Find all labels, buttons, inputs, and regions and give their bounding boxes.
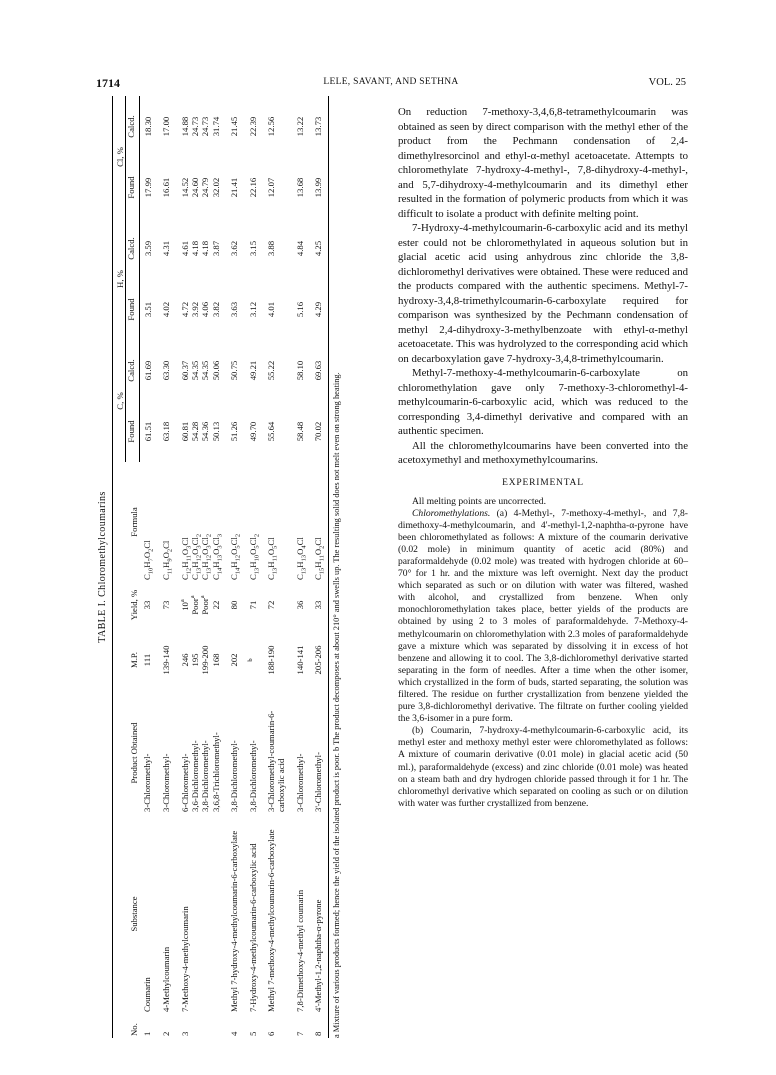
row-mp: 168 bbox=[210, 653, 221, 667]
chloromethylcoumarins-table bbox=[112, 96, 329, 1038]
row-c-found: 54.28 bbox=[190, 421, 201, 442]
row-h-calcd: 4.31 bbox=[161, 240, 172, 257]
row-c-found: 70.02 bbox=[305, 401, 328, 462]
right-column bbox=[398, 105, 688, 810]
row-yield: 33 bbox=[142, 600, 153, 610]
row-c-found: 49.70 bbox=[247, 421, 258, 442]
row-c-found: 60.81 bbox=[179, 421, 190, 442]
header-found: Found bbox=[126, 401, 139, 462]
row-no: 4 bbox=[229, 1031, 240, 1036]
running-title: LELE, SAVANT, AND SETHNA bbox=[323, 77, 459, 87]
table-footnote: a Mixture of various products formed; hence the yield of the isolated product is poor. b The product decomposes at about 210° and swells up. The resulting solid does not melt even on strong heating. bbox=[331, 372, 341, 1038]
row-h-calcd: 3.88 bbox=[266, 240, 277, 257]
row-h-calcd: 3.15 bbox=[247, 240, 258, 257]
row-c-calcd: 61.69 bbox=[142, 360, 153, 381]
header-cl-group: Cl, % bbox=[113, 96, 126, 218]
row-h-found: 5.16 bbox=[294, 301, 305, 318]
row-product: 3'-Chloromethyl- bbox=[305, 692, 328, 814]
row-cl-calcd: 18.30 bbox=[142, 116, 153, 137]
row-cl-calcd: 24.73 bbox=[190, 116, 201, 137]
row-cl-found: 24.60 bbox=[190, 177, 201, 198]
table-caption: TABLE I. Chloromethylcoumarins bbox=[97, 491, 108, 643]
rotated-table-region bbox=[96, 96, 396, 1038]
row-cl-found: 14.52 bbox=[179, 177, 190, 198]
row-yield: 36 bbox=[294, 600, 305, 610]
row-c-calcd: 49.21 bbox=[247, 360, 258, 381]
row-c-calcd: 50.06 bbox=[210, 360, 221, 381]
header-yield: Yield, % bbox=[113, 582, 140, 628]
row-h-found: 3.92 bbox=[190, 301, 201, 318]
row-substance: 7,8-Dimethoxy-4-methyl coumarin bbox=[294, 889, 305, 1012]
row-no: 5 bbox=[247, 1031, 258, 1036]
row-cl-calcd: 24.73 bbox=[200, 116, 211, 137]
table-row bbox=[240, 96, 258, 1038]
row-formula: $C_{11}H_9O_2Cl$ bbox=[161, 540, 174, 580]
row-no: 8 bbox=[305, 1014, 328, 1038]
row-substance bbox=[190, 814, 200, 1014]
row-substance: 7-Hydroxy-4-methylcoumarin-6-carboxylic acid bbox=[247, 843, 258, 1012]
row-cl-calcd: 31.74 bbox=[210, 116, 221, 137]
row-mp: 199-200 bbox=[200, 645, 211, 675]
row-h-found: 4.02 bbox=[161, 301, 172, 318]
row-mp: b bbox=[246, 658, 254, 662]
table-row bbox=[200, 96, 210, 1038]
row-no bbox=[190, 1014, 200, 1038]
row-c-found: 50.13 bbox=[210, 421, 221, 442]
page-number: 1714 bbox=[96, 76, 120, 90]
row-h-found: 4.72 bbox=[179, 301, 190, 318]
row-product: 3-Chloromethyl- bbox=[294, 753, 305, 812]
row-c-found: 63.18 bbox=[161, 421, 172, 442]
row-substance: Methyl 7-methoxy-4-methylcoumarin-6-carboxylate bbox=[266, 829, 277, 1012]
row-formula: $C_{14}H_{12}O_5Cl_2$ bbox=[229, 533, 242, 580]
row-no: 6 bbox=[266, 1031, 277, 1036]
row-yield: 10$^a$ bbox=[178, 599, 190, 611]
table-row bbox=[139, 96, 153, 1038]
melting-point-note: All melting points are uncorrected. bbox=[412, 495, 547, 507]
row-formula: $C_{10}H_7O_2Cl$ bbox=[142, 540, 156, 580]
row-cl-calcd: 13.22 bbox=[294, 116, 305, 137]
header-mp: M.P. bbox=[113, 628, 140, 692]
row-h-found: 3.63 bbox=[229, 301, 240, 318]
row-product: 3,6,8-Trichloromethyl- bbox=[210, 732, 221, 812]
row-mp: 246 bbox=[179, 653, 190, 667]
row-h-found: 3.82 bbox=[210, 301, 221, 318]
row-c-calcd: 54.35 bbox=[200, 360, 211, 381]
row-no: 1 bbox=[142, 1031, 153, 1036]
header-substance: Substance bbox=[113, 814, 140, 1014]
row-yield: 80 bbox=[229, 600, 240, 610]
row-h-calcd: 3.87 bbox=[210, 240, 221, 257]
row-no: 2 bbox=[161, 1031, 172, 1036]
row-cl-calcd: 13.73 bbox=[305, 96, 328, 157]
row-no: 3 bbox=[179, 1031, 190, 1036]
row-product: 3-Chloromethyl-coumarin-6-carboxylic acid bbox=[266, 710, 287, 812]
row-cl-found: 12.07 bbox=[266, 177, 277, 198]
table-rotated bbox=[96, 96, 396, 1038]
row-cl-calcd: 12.56 bbox=[266, 116, 277, 137]
row-cl-calcd: 22.39 bbox=[247, 116, 258, 137]
coumarin-paragraph: (b) Coumarin, 7-hydroxy-4-methylcoumarin-6-carboxylic acid, its methyl ester and methoxy methyl ester were chloromethylated as follows: A mixture of coumarin derivative (0.01 mole) in glacial acetic acid (50 ml.), paraformaldehyde (excess) and zinc chloride (0.01 mole) was heated on a steam bath and dry hydrogen chloride passed through it for 1 hr. The chloromethyl derivative which separated on cooling as such or on dilution with water was further crystallized from benzene. bbox=[398, 725, 688, 809]
row-cl-found: 32.02 bbox=[210, 177, 221, 198]
row-h-calcd: 4.84 bbox=[294, 240, 305, 257]
row-c-calcd: 58.10 bbox=[294, 360, 305, 381]
chloromethylation-lead: Chloromethylations. bbox=[412, 507, 491, 519]
row-product: 3,8-Dichloromethyl- bbox=[247, 740, 258, 812]
table-row bbox=[221, 96, 239, 1038]
volume-label: VOL. 25 bbox=[648, 77, 686, 88]
row-c-calcd: 63.30 bbox=[161, 360, 172, 381]
row-mp: 205-206 bbox=[305, 628, 328, 692]
row-c-found: 61.51 bbox=[142, 421, 153, 442]
table-row bbox=[305, 96, 328, 1038]
row-formula: $C_{13}H_{13}O_4Cl$ bbox=[294, 537, 308, 580]
table-row bbox=[287, 96, 305, 1038]
row-h-calcd: 4.61 bbox=[179, 240, 190, 257]
row-cl-found: 24.79 bbox=[200, 177, 211, 198]
row-product: 3,6-Dichloromethyl- bbox=[190, 740, 201, 812]
table-row bbox=[172, 96, 190, 1038]
header-calcd: Calcd. bbox=[126, 340, 139, 401]
header-product: Product Obtained bbox=[113, 692, 140, 814]
row-yield: 73 bbox=[161, 600, 172, 610]
row-cl-calcd: 14.88 bbox=[179, 116, 190, 137]
row-formula: $C_{13}H_{12}O_3Cl_2$ bbox=[200, 533, 214, 580]
row-cl-found: 22.16 bbox=[247, 177, 258, 198]
row-yield: 71 bbox=[247, 600, 258, 610]
row-no: 7 bbox=[294, 1031, 305, 1036]
row-mp: 202 bbox=[229, 653, 240, 667]
row-c-calcd: 69.63 bbox=[305, 340, 328, 401]
row-cl-found: 13.68 bbox=[294, 177, 305, 198]
paragraph-methyl-ester: Methyl-7-methoxy-4-methylcoumarin-6-carboxylate on chloromethylation gave only 7-methoxy-3-chloromethyl-4-methylcoumarin-6-carboxylic acid, which was reduced to the corresponding 3,4-dimethyl derivative and compared with an authentic specimen. bbox=[398, 367, 688, 437]
row-product: 3-Chloromethyl- bbox=[161, 753, 172, 812]
row-formula: $C_{13}H_{12}O_3Cl_2$ bbox=[190, 533, 203, 580]
row-formula: $C_{13}H_{10}O_5Cl_2$ bbox=[247, 533, 261, 580]
table-row bbox=[258, 96, 287, 1038]
row-product: 6-Chloromethyl- bbox=[179, 753, 190, 812]
table-row bbox=[190, 96, 200, 1038]
row-substance bbox=[211, 814, 221, 1014]
table-body bbox=[139, 96, 328, 1038]
row-mp: 188-190 bbox=[266, 645, 277, 675]
row-substance: Methyl 7-hydroxy-4-methylcoumarin-6-carboxylate bbox=[229, 830, 240, 1012]
paragraph-carboxylic-acid: 7-Hydroxy-4-methylcoumarin-6-carboxylic acid and its methyl ester could not be chloromethylated in aqueous solution but in glacial acetic acid using anhydrous zinc chloride the 3,8-dichloromethyl derivatives were obtained. These were reduced and the products compared with the authentic specimens. Methyl-7-hydroxy-3,4,8-trimethylcoumarin-6-carboxylate required for comparison was synthesized by the Pechmann condensation of methyl 2,4-dihydroxy-3-methylbenzoate with ethyl-α-methyl acetoacetate. This was hydrolyzed to the corresponding acid which on decarboxylation gave 7-hydroxy-3,4,8-trimethylcoumarin. bbox=[398, 222, 688, 365]
row-c-calcd: 60.37 bbox=[179, 360, 190, 381]
page-header bbox=[96, 76, 686, 94]
row-h-calcd: 4.18 bbox=[200, 240, 211, 257]
row-h-calcd: 3.62 bbox=[229, 240, 240, 257]
row-no bbox=[200, 1014, 210, 1038]
header-found: Found bbox=[126, 157, 139, 218]
paragraph-reduction: On reduction 7-methoxy-3,4,6,8-tetramethylcoumarin was obtained as seen by direct comparison with the methyl ether of the product from the Pechmann condensation of 2,4-dimethylresorcinol and ethyl-α-methyl acetoacetate. Attempts to chloromethylate 7-hydroxy-4-methyl-, 7,8-dihydroxy-4-methyl-, and 5,7-dihydroxy-4-methylcoumarin and its dimethyl ether resulted in the formation of polymeric products from which it was difficult to isolate a product with definite melting point. bbox=[398, 106, 688, 220]
row-mp: 139-140 bbox=[161, 645, 172, 675]
header-calcd: Calcd. bbox=[126, 96, 139, 157]
header-no: No. bbox=[113, 1014, 140, 1038]
row-yield: 72 bbox=[266, 600, 277, 610]
row-substance bbox=[200, 814, 210, 1014]
row-h-calcd: 3.59 bbox=[142, 240, 153, 257]
table-row bbox=[211, 96, 221, 1038]
row-yield: 33 bbox=[305, 582, 328, 628]
row-formula: $C_{14}H_{13}O_3Cl_3$ bbox=[210, 533, 224, 580]
row-c-calcd: 54.35 bbox=[190, 360, 201, 381]
row-yield: Poor$^a$ bbox=[199, 595, 211, 615]
row-product: 3,8-Dichloromethyl- bbox=[200, 740, 211, 812]
row-h-found: 4.06 bbox=[200, 301, 211, 318]
row-h-found: 3.51 bbox=[142, 301, 153, 318]
header-h-group: H, % bbox=[113, 218, 126, 340]
paragraph-conversion: All the chloromethylcoumarins have been converted into the acetoxymethyl and methoxymethylcoumarins. bbox=[398, 439, 688, 466]
row-formula: $C_{12}H_{11}O_3Cl$ bbox=[179, 537, 193, 580]
row-c-found: 55.64 bbox=[266, 421, 277, 442]
row-substance: 4'-Methyl-1,2-naphtha-α-pyrone bbox=[305, 814, 328, 1014]
row-h-found: 4.01 bbox=[266, 301, 277, 318]
row-formula: $C_{15}H_{11}O_2Cl$ bbox=[305, 462, 328, 582]
table-row bbox=[153, 96, 171, 1038]
row-product: 3-Chloromethyl- bbox=[142, 753, 153, 812]
row-h-calcd: 4.25 bbox=[305, 218, 328, 279]
row-yield: Poor$^a$ bbox=[189, 595, 201, 615]
row-cl-found: 21.41 bbox=[229, 177, 240, 198]
row-c-calcd: 55.22 bbox=[266, 360, 277, 381]
row-cl-found: 17.99 bbox=[142, 177, 153, 198]
row-cl-calcd: 21.45 bbox=[229, 116, 240, 137]
header-found: Found bbox=[126, 279, 139, 340]
experimental-heading: EXPERIMENTAL bbox=[502, 477, 584, 488]
row-mp: 140-141 bbox=[294, 645, 305, 675]
row-c-found: 51.26 bbox=[229, 421, 240, 442]
header-c-group: C, % bbox=[113, 340, 126, 462]
chloromethylation-paragraph bbox=[398, 508, 688, 726]
row-cl-found: 16.61 bbox=[161, 177, 172, 198]
row-h-calcd: 4.18 bbox=[190, 240, 201, 257]
row-cl-calcd: 17.00 bbox=[161, 116, 172, 137]
header-formula: Formula bbox=[113, 462, 140, 582]
chloromethylation-text: (a) 4-Methyl-, 7-methoxy-4-methyl-, and 7,8-dimethoxy-4-methylcoumarin, and 4'-methyl-1,2-naphtha-α-pyrone have been chloromethylated as follows: A mixture of the coumarin derivative (0.02 mole) in minimum quantity of acetic acid (80%) and paraformaldehyde (0.02 mole) was treated with hydrogen chloride at 60–70° for 1 hr. and the mixture was left overnight. Next day the product which separated as such or on dilution with water was filtered, washed with alcohol, and crystallized from benzene. When only monochloromethylation takes place, better yields of the products are obtained by using 2 to 3 moles of paraformaldehyde. 7-Methoxy-4-methylcoumarin on chloromethylation with 2.3 moles of paraformaldehyde gave a mixture which was separated by dissolving it in excess of hot benzene and allowing it to cool. The 3,8-dichloromethyl derivative started separating in the form of needles. After a time when the other isomer, which crystallized in the form of buds, started separating, the solution was filtered. The residue on further crystallization from benzene yielded the pure 3,8-dichloromethyl derivative. The filtrate on further cooling yielded the 3,6-isomer in a pure form. bbox=[398, 507, 688, 725]
header-calcd: Calcd. bbox=[126, 218, 139, 279]
row-cl-found: 13.99 bbox=[305, 157, 328, 218]
row-product: 3,8-Dichloromethyl- bbox=[229, 740, 240, 812]
row-substance: Coumarin bbox=[142, 977, 153, 1012]
row-mp: 195 bbox=[190, 653, 201, 667]
row-substance: 7-Methoxy-4-methylcoumarin bbox=[179, 906, 190, 1012]
row-substance: 4-Methylcoumarin bbox=[161, 946, 172, 1012]
row-no bbox=[211, 1014, 221, 1038]
row-h-found: 4.29 bbox=[305, 279, 328, 340]
row-yield: 22 bbox=[210, 600, 221, 610]
row-formula: $C_{13}H_{11}O_5Cl$ bbox=[266, 537, 279, 580]
row-c-calcd: 50.75 bbox=[229, 360, 240, 381]
row-h-found: 3.12 bbox=[247, 301, 258, 318]
row-c-found: 54.36 bbox=[200, 421, 211, 442]
row-mp: 111 bbox=[142, 653, 153, 667]
row-c-found: 58.48 bbox=[294, 421, 305, 442]
